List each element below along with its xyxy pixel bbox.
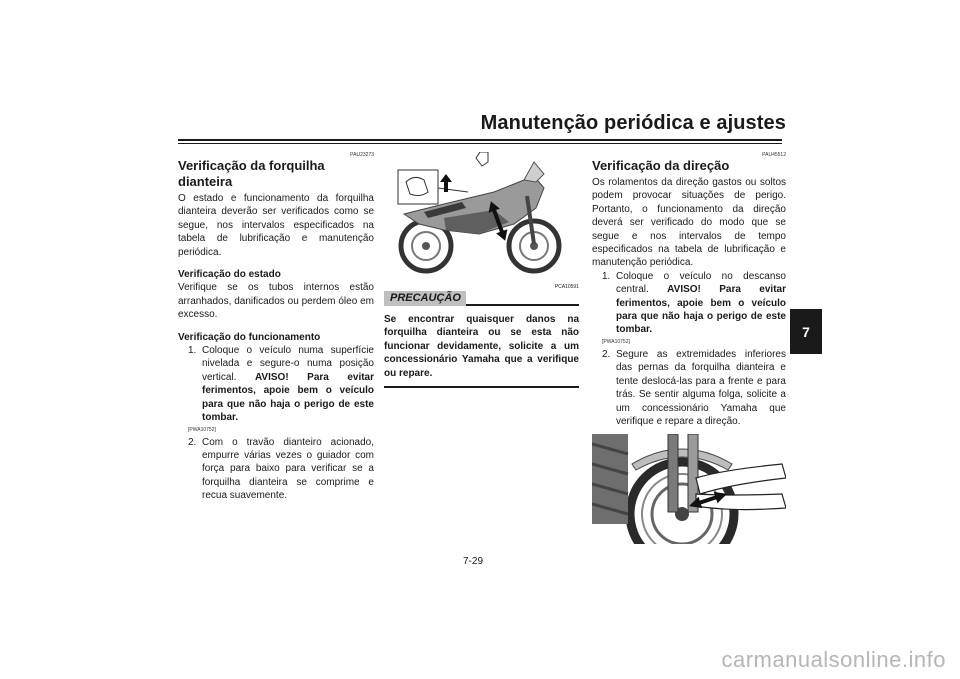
step-number: 2.	[602, 348, 611, 360]
list-item	[178, 344, 374, 424]
page-number: 7-29	[463, 556, 484, 567]
caution-header	[384, 291, 579, 307]
header-rule	[178, 139, 782, 141]
step-warning: AVISO! Para evitar ferimentos, apoie bem o veículo para que não haja o perigo de este tombar.	[616, 284, 786, 336]
intro-paragraph: O estado e funcionamento da forquilha dianteira deverão ser verificados como se segue, nos intervalos especificados na tabela de lubrificação e manutenção periódica.	[178, 193, 374, 258]
step-text: Com o travão dianteiro acionado, empurre várias vezes o guiador com força para baixo para verificar se a forquilha dianteira se comprime e recua suavemente.	[202, 436, 374, 502]
warning-code: [PWA10752]	[602, 338, 630, 345]
motorcycle-illustration	[384, 152, 579, 280]
operation-heading: Verificação do funcionamento	[178, 331, 321, 343]
step-number: 2.	[188, 436, 197, 448]
steering-check-illustration	[592, 434, 786, 544]
step-text: Segure as extremidades inferiores das pernas da forquilha dianteira e tente deslocá-las para a frente e para trás. Se sentir alguma folga, solicite a um concessionário Yamaha que verifique e repare a direção.	[616, 348, 786, 427]
caution-text: Se encontrar quaisquer danos na forquilha dianteira ou se esta não funcionar devidamente, solicite a um concessionário Yamaha que a verifique ou repare.	[384, 314, 579, 379]
step-number: 1.	[602, 270, 611, 282]
section-title-front-fork: Verificação da forquilha dianteira	[178, 158, 325, 189]
step-warning: AVISO! Para evitar ferimentos, apoie bem o veículo para que não haja o perigo de este tombar.	[202, 371, 375, 424]
section-code: PAU45512	[762, 152, 786, 158]
operation-steps	[178, 344, 374, 502]
section-code: PAU23273	[350, 152, 374, 158]
warning-code: [PWA10752]	[188, 426, 216, 433]
condition-heading: Verificação do estado	[178, 269, 281, 281]
list-item	[592, 348, 786, 428]
fork-legs-illustration	[592, 434, 786, 544]
caution-rule	[466, 304, 579, 306]
header-rule-thin	[178, 143, 782, 144]
right-column	[592, 152, 786, 544]
caution-label: PRECAUÇÃO	[384, 291, 466, 306]
step-text: Coloque o veículo no descanso central.	[616, 270, 786, 296]
condition-text: Verifique se os tubos internos estão arranhados, danificados ou perdem óleo em excesso.	[178, 282, 374, 321]
step-number: 1.	[188, 345, 197, 357]
motorcycle-fork-illustration	[384, 152, 579, 280]
watermark: carmanualsonline.info	[721, 647, 946, 672]
chapter-tab[interactable]: 7	[790, 309, 822, 354]
middle-column	[384, 152, 579, 388]
caution-end-rule	[384, 386, 579, 388]
page-title: Manutenção periódica e ajustes	[480, 112, 786, 134]
left-column	[178, 152, 374, 503]
list-item	[178, 436, 374, 503]
step-text: Coloque o veículo numa superfície nivelada e segure-o numa posição vertical.	[202, 345, 374, 383]
intro-paragraph: Os rolamentos da direção gastos ou soltos podem provocar situações de perigo. Portanto, o funcionamento da direção deverá ser verificado do modo que se segue e nos intervalos de tempo especificados na tabela de lubrificação e manutenção periódica.	[592, 177, 786, 269]
steering-steps	[592, 270, 786, 428]
figure-code: PCA10591	[554, 284, 579, 290]
section-title-steering: Verificação da direção	[592, 158, 730, 173]
list-item	[592, 270, 786, 337]
